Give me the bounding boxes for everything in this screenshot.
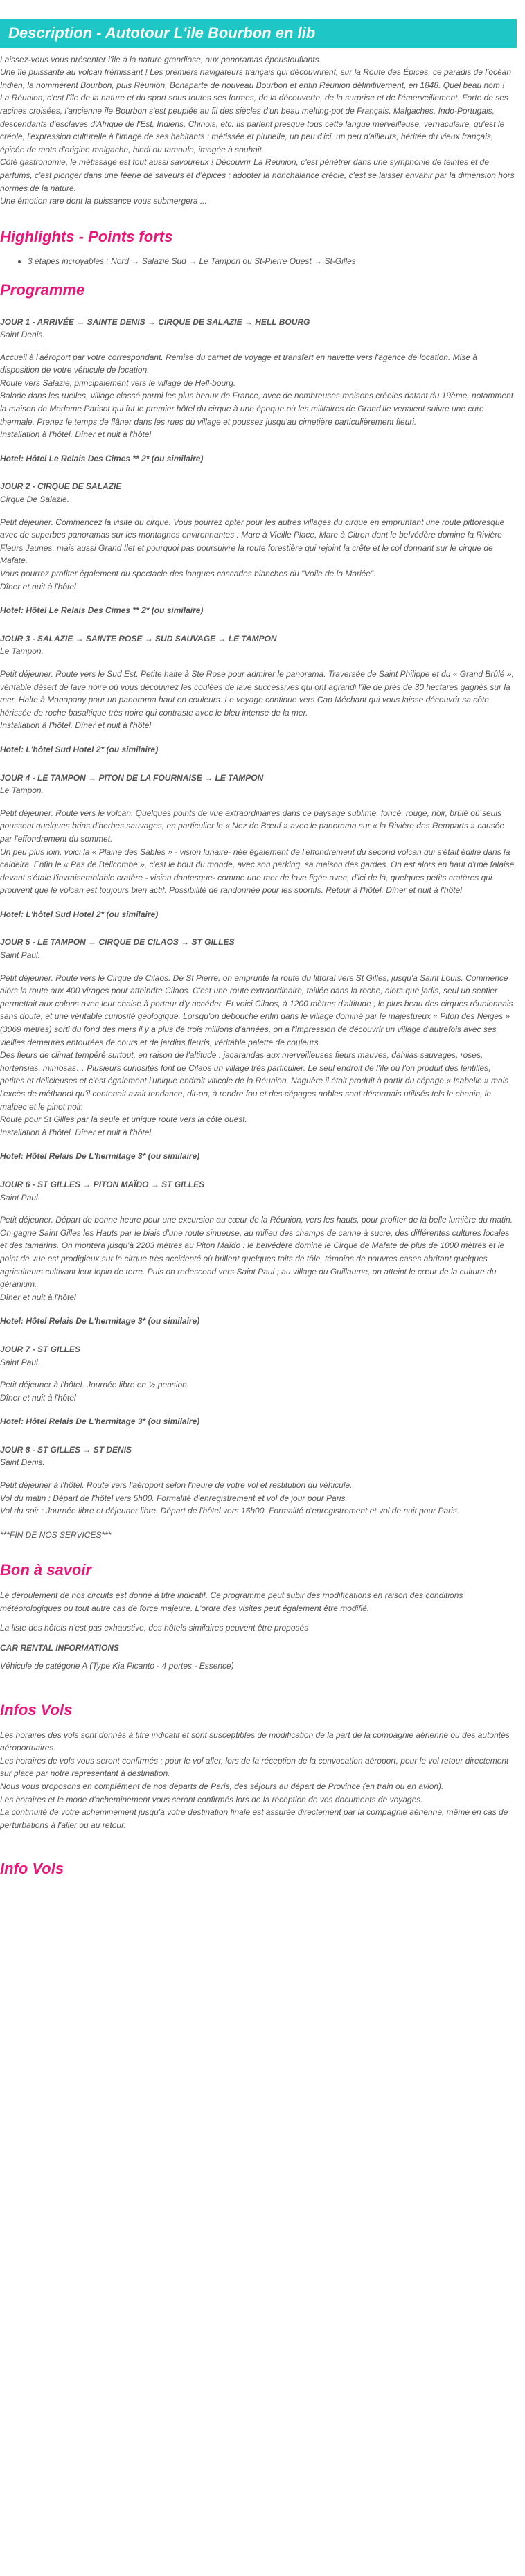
day-paragraph: Petit déjeuner. Route vers le Cirque de Cilaos. De St Pierre, on emprunte la route du littoral vers St Gilles, jusqu'à Saint Louis. Commence alors la route aux 400 virages pour atteindre Cilaos. C'est une route extraordinaire, taillée dans la roche, alors que jadis, seul un sentier permettait aux colons avec leur chaise à porteur d'y accéder. Et voici Cilaos, à 1200 mètres d'altitude ; le plus beau des cirques réunionnais sans doute, et une véritable curiosité géologique. Lorsqu'on débouche enfin dans le village dominé par le majestueux « Piton des Neiges » (3069 mètres) sorti du fond des mers il y a plus de trois millions d'années, on a l'impression de découvrir un village d'autrefois avec ses vieilles demeures entourées de cours et de jardins fleuris, véritable palette de couleurs. xyxy=(0,972,513,1047)
day-hotel: Hotel: L'hôtel Sud Hotel 2* (ou similaire) xyxy=(0,909,159,919)
day-description xyxy=(0,516,517,594)
day-paragraph: Petit déjeuner à l'hôtel. Route vers l'aéroport selon l'heure de votre vol et restitution du véhicule. xyxy=(0,1480,353,1491)
day-title: JOUR 1 - ARRIVÉE → SAINTE DENIS → CIRQUE DE SALAZIE → HELL BOURG xyxy=(0,317,310,327)
car-rental-text: Véhicule de catégorie A (Type Kia Picanto - 4 portes - Essence) xyxy=(0,1661,234,1671)
day-title: JOUR 4 - LE TAMPON → PITON DE LA FOURNAISE → LE TAMPON xyxy=(0,772,264,783)
day-location: Cirque De Salazie. xyxy=(0,495,70,505)
day-paragraph: Accueil à l'aéroport par votre correspondant. Remise du carnet de voyage et transfert en navette vers l'agence de location. Mise à disposition de votre véhicule de location. xyxy=(0,352,477,375)
day-title: JOUR 7 - ST GILLES xyxy=(0,1344,81,1354)
day-title: JOUR 5 - LE TAMPON → CIRQUE DE CILAOS → ST GILLES xyxy=(0,937,235,948)
day-paragraph: Dîner et nuit à l'hôtel xyxy=(0,1392,76,1403)
intro-section xyxy=(0,53,517,208)
day-paragraph: Petit déjeuner. Commencez la visite du cirque. Vous pourrez opter pour les autres villages du cirque en empruntant une route pittoresque avec de superbes panoramas sur les montagnes environnantes : Mare à Vieille Place, Mare à Citron dont le belvédère domine la Rivière Fleurs Jaunes, mais aussi Grand Ilet et pourquoi pas poursuivre la route forestière qui rejoint la crête et le col donnant sur le cirque de Mafate. xyxy=(0,517,505,566)
day-description xyxy=(0,807,517,897)
day-location: Saint Paul. xyxy=(0,950,41,961)
page xyxy=(0,19,525,1879)
day-paragraph: Installation à l'hôtel. Dîner et nuit à l'hôtel xyxy=(0,429,152,440)
intro-paragraph: Côté gastronomie, le métissage est tout aussi savoureux ! Découvrir La Réunion, c'est pénétrer dans une symphonie de teintes et de parfums, c'est plonger dans une féerie de saveurs et d'épices ; adopter la nonchalance créole, c'est se laisser envahir par la dimension hors normes de la nature. xyxy=(0,157,515,193)
day-paragraph: Un peu plus loin, voici la « Plaine des Sables » - vision lunaire- née également de l'effondrement du second volcan qui s'était édifié dans la caldeira. Enfin le « Pas de Bellcombe », c'est le bout du monde, avec son parking, sa maison des gardes. On est alors en haut d'une falaise, devant s'étale l'invraisemblable cratère - vision dantesque- comme une mer de lave figée avec, d'ici de là, quelques petits cratères qui prouvent que le volcan est toujours bien actif. Possibilité de randonnée pour les sportifs. Retour à l'hôtel. Dîner et nuit à l'hôtel xyxy=(0,846,517,896)
day-paragraph: Route vers Salazie, principalement vers le village de Hell-bourg. xyxy=(0,377,236,388)
day-description xyxy=(0,972,517,1139)
day-location: Le Tampon. xyxy=(0,646,44,657)
infos-vols-heading: Infos Vols xyxy=(0,1701,73,1718)
day-block xyxy=(0,1444,517,1518)
day-block xyxy=(0,316,517,465)
intro-paragraph: Laissez-vous vous présenter l'île à la nature grandiose, aux panoramas époustouflants. xyxy=(0,54,321,64)
car-rental-title: CAR RENTAL INFORMATIONS xyxy=(0,1642,119,1653)
day-hotel: Hotel: Hôtel Relais De L'hermitage 3* (ou similaire) xyxy=(0,1151,200,1162)
day-hotel: Hotel: L'hôtel Sud Hotel 2* (ou similaire) xyxy=(0,744,159,754)
day-title: JOUR 3 - SALAZIE → SAINTE ROSE → SUD SAUVAGE → LE TAMPON xyxy=(0,633,277,643)
intro-paragraph: Une émotion rare dont la puissance vous submergera ... xyxy=(0,196,207,206)
bon-a-savoir-text xyxy=(0,1589,517,1635)
day-hotel: Hotel: Hôtel Le Relais Des Cimes ** 2* (ou similaire) xyxy=(0,605,204,616)
day-paragraph: Balade dans les ruelles, village classé parmi les plus beaux de France, avec de nombreuses maisons créoles datant du 19ème, notamment la maison de Madame Parisot qui fut le premier hôtel du cirque à une époque où les militaires de Grand'Ile venaient suivre une cure thermale. Prenez le temps de flâner dans les rues du village et poussez jusqu'au cimetière particulièrement fleuri. xyxy=(0,391,514,427)
title-banner xyxy=(0,19,517,48)
day-paragraph: Installation à l'hôtel. Dîner et nuit à l'hôtel xyxy=(0,720,152,731)
infos-vols-text xyxy=(0,1729,517,1832)
day-paragraph: Petit déjeuner. Départ de bonne heure pour une excursion au cœur de la Réunion, vers les hauts, pour profiter de la belle lumière du matin. xyxy=(0,1215,513,1225)
day-hotel: Hotel: Hôtel Relais De L'hermitage 3* (ou similaire) xyxy=(0,1316,200,1326)
vol-paragraph: Les horaires et le mode d'acheminement vous seront confirmés lors de la réception de vos documents de voyages. xyxy=(0,1794,423,1804)
day-description xyxy=(0,668,517,732)
day-location: Saint Denis. xyxy=(0,1457,45,1468)
day-paragraph: Vol du soir : Journée libre et déjeuner libre. Départ de l'hôtel vers 16h00. Formalité d'enregistrement et vol de nuit pour Paris. xyxy=(0,1506,460,1516)
day-hotel: Hotel: Hôtel Le Relais Des Cimes ** 2* (ou similaire) xyxy=(0,453,204,463)
highlights-heading: Highlights - Points forts xyxy=(0,227,173,245)
day-block xyxy=(0,480,517,616)
day-paragraph: Des fleurs de climat tempéré surtout, en raison de l'altitude : jacarandas aux merveilleuses fleurs mauves, dahlias sauvages, roses, hortensias, mimosas… Plusieurs curiosités font de Cilaos un village très particulier. Le seul endroit de l'île où l'on produit des lentilles, petites et délicieuses et c'est également l'unique endroit viticole de la Réunion. Naguère il était produit à partir du cépage « Isabelle » mais l'excès de méthanol qu'il contenait avait tendance, dit-on, à rendre fou et des cépages nobles sont désormais utilisés tels le chenin, le malbec et le pinot noir. xyxy=(0,1050,509,1112)
day-description xyxy=(0,1214,517,1304)
page-title: Description - Autotour L'ile Bourbon en lib xyxy=(8,24,316,42)
note-paragraph: Le déroulement de nos circuits est donné à titre indicatif. Ce programme peut subir des modifications en raison des conditions météorologiques ou tout autre cas de force majeure. L'ordre des visites peut également être modifié. xyxy=(0,1590,463,1613)
day-paragraph: Dîner et nuit à l'hôtel xyxy=(0,581,76,592)
day-paragraph: Installation à l'hôtel. Dîner et nuit à l'hôtel xyxy=(0,1127,152,1137)
day-description xyxy=(0,1479,517,1518)
info-vols-heading: Info Vols xyxy=(0,1860,64,1878)
day-location: Saint Denis. xyxy=(0,330,45,340)
day-paragraph: Petit déjeuner. Route vers le volcan. Quelques points de vue extraordinaires dans ce paysage sublime, foncé, rouge, noir, brûlé où seuls poussent quelques brins d'herbes sauvages, en particulier le « Nez de Bœuf » avec le panorama sur « la Rivière des Remparts » causée par l'effondrement du sommet. xyxy=(0,808,505,844)
bon-a-savoir-heading: Bon à savoir xyxy=(0,1561,92,1579)
vol-paragraph: Les horaires de vols vous seront confirmés : pour le vol aller, lors de la réception de la convocation aéroport, pour le vol retour directement sur place par notre représentant à destination. xyxy=(0,1755,509,1779)
day-paragraph: Petit déjeuner. Route vers le Sud Est. Petite halte à Ste Rose pour admirer le panorama. Traversée de Saint Philippe et du « Grand Brûlé », véritable désert de lave noire où vous découvrez les coulées de lave successives qui ont agrandi l'île de près de 30 hectares gagnés sur la mer. Halte à Manapany pour un panorama haut en couleurs. Le voyage continue vers Cap Méchant qui vous laisse découvrir sa côte hérissée de roche basaltique très noire qui contraste avec le bleu intense de la mer. xyxy=(0,668,514,718)
intro-paragraph: La Réunion, c'est l'île de la nature et du sport sous toutes ses formes, de la découverte, de la surprise et de l'émerveillement. Forte de ses racines croisées, l'ancienne île Bourbon s'est peuplée au fil des siècles d'un beau melting-pot de Français, Malgaches, Indo-Portugais, descendants d'esclaves d'Afrique de l'Est, Indiens, Chinois, etc. Ils parlent presque tous cette langue merveilleuse, vernaculaire, qu'est le créole, l'expression culturelle à l'image de ses habitants : métissée et plurielle, un peu d'ici, un peu d'ailleurs, héritée du vieux français, épicée de mots d'origine malgache, hindi ou tamoule, imagée à souhait. xyxy=(0,93,508,154)
day-paragraph: Petit déjeuner à l'hôtel. Journée libre en ½ pension. xyxy=(0,1380,190,1390)
content xyxy=(0,53,525,1879)
day-block xyxy=(0,936,517,1163)
day-location: Saint Paul. xyxy=(0,1192,41,1202)
day-block xyxy=(0,632,517,756)
day-block xyxy=(0,772,517,921)
highlight-item: • 3 étapes incroyables : Nord → Salazie Sud → Le Tampon ou St-Pierre Ouest → St-Gilles xyxy=(28,255,517,268)
program-days xyxy=(0,316,517,1518)
highlights-list xyxy=(0,255,517,268)
day-location: Le Tampon. xyxy=(0,785,44,796)
note-paragraph: La liste des hôtels n'est pas exhaustive, des hôtels similaires peuvent être proposés xyxy=(0,1623,309,1633)
day-block xyxy=(0,1178,517,1328)
vol-paragraph: La continuité de votre acheminement jusqu'à votre destination finale est assurée directement par la compagnie aérienne, même en cas de perturbations à l'aller ou au retour. xyxy=(0,1807,508,1830)
vol-paragraph: Les horaires des vols sont donnés à titre indicatif et sont susceptibles de modification de la part de la compagnie aérienne ou des autorités aéroportuaires. xyxy=(0,1730,510,1753)
end-of-services: ***FIN DE NOS SERVICES*** xyxy=(0,1529,112,1540)
day-paragraph: Route pour St Gilles par la seule et unique route vers la côte ouest. xyxy=(0,1114,247,1125)
day-paragraph: Vol du matin : Départ de l'hôtel vers 5h00. Formalité d'enregistrement et vol de jour pour Paris. xyxy=(0,1493,348,1503)
program-heading: Programme xyxy=(0,281,85,299)
intro-paragraph: Une île puissante au volcan frémissant ! Les premiers navigateurs français qui découvrirent, sur la Route des Épices, ce paradis de l'océan Indien, la nommèrent Bourbon, puis Réunion, Bonaparte de nouveau Bourbon et enfin Réunion définitivement, en 1848. Quel beau nom ! xyxy=(0,67,512,90)
day-block xyxy=(0,1343,517,1428)
day-paragraph: Vous pourrez profiter également du spectacle des longues cascades blanches du "Voile de la Mariée". xyxy=(0,569,376,578)
day-paragraph: Dîner et nuit à l'hôtel xyxy=(0,1292,76,1302)
day-location: Saint Paul. xyxy=(0,1357,41,1367)
day-title: JOUR 6 - ST GILLES → PITON MAÏDO → ST GILLES xyxy=(0,1179,205,1189)
day-description xyxy=(0,1378,517,1404)
day-description xyxy=(0,351,517,441)
day-title: JOUR 8 - ST GILLES → ST DENIS xyxy=(0,1444,132,1455)
day-hotel: Hotel: Hôtel Relais De L'hermitage 3* (ou similaire) xyxy=(0,1416,200,1427)
vol-paragraph: Nous vous proposons en complément de nos départs de Paris, des séjours au départ de Province (en train ou en avion). xyxy=(0,1781,444,1791)
day-paragraph: On gagne Saint Gilles les Hauts par le biais d'une route sinueuse, au milieu des champs de canne à sucre, des différentes cultures locales et des tamarins. On montera jusqu'à 2203 mètres au Piton Maïdo : le belvédère domine le Cirque de Mafate de plus de 1000 mètres et le point de vue est prodigieux sur le cirque très accidenté où brillent quelques toits de tôle, témoins de pauvres cases abritant quelques agriculteurs cultivant leur lopin de terre. Puis on redescend vers Saint Paul ; au village du Guillaume, on atteint le cœur de la culture du géranium. xyxy=(0,1227,510,1290)
day-title: JOUR 2 - CIRQUE DE SALAZIE xyxy=(0,481,122,492)
